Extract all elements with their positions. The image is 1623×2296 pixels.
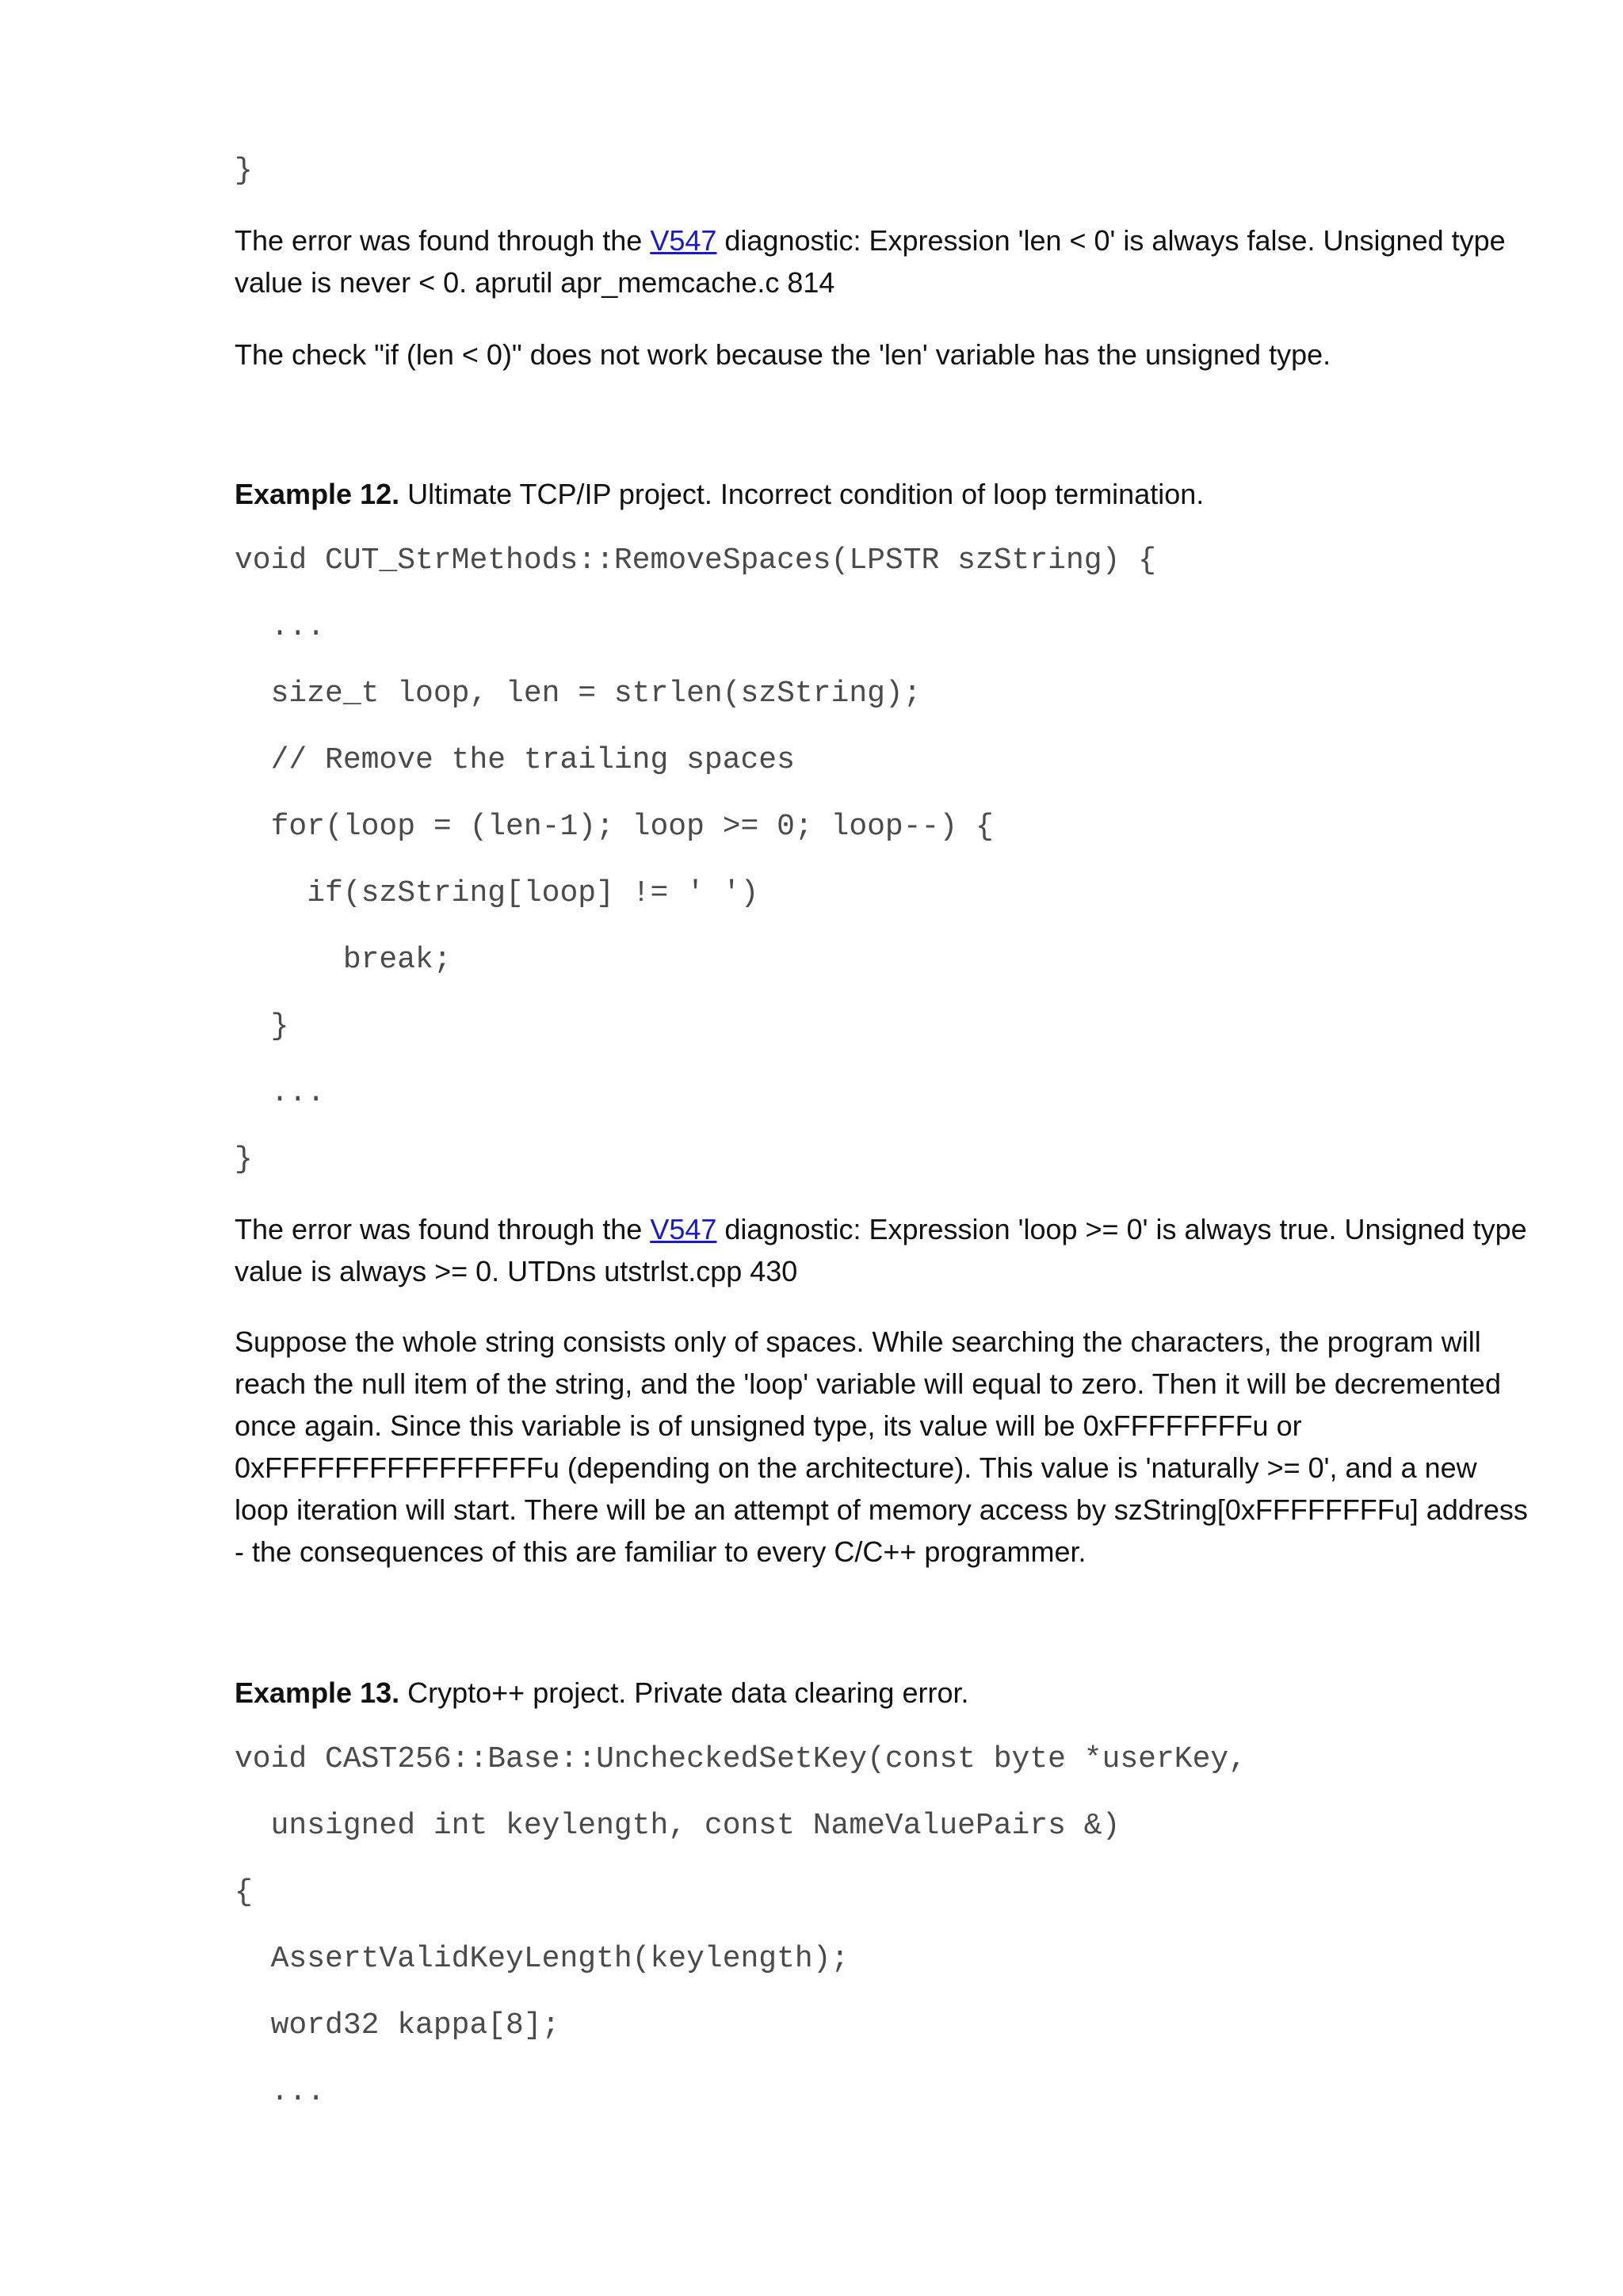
finding-text-pre: The error was found through the (235, 224, 651, 257)
code-line: AssertValidKeyLength(keylength); (235, 1942, 850, 1976)
example-13-label: Example 13. (235, 1676, 400, 1709)
code-line: void CUT_StrMethods::RemoveSpaces(LPSTR szString) { (235, 543, 1156, 578)
explanation-paragraph-loop: Suppose the whole string consists only of spaces. While searching the characters, the program will reach the null item of the string, and the 'loop' variable will equal to zero. Then it will be decremented once again. Since this variable is of unsigned type, its value will be 0xFFFFFFFFu or 0xFFFFFFFFFFFFFFFFu (depending on the architecture). This value is 'naturally >= 0', and a new loop iteration will start. There will be an attempt of memory access by szString[0xFFFFFFFFu] address - the consequences of this are familiar to every C/C++ programmer. (235, 1325, 1528, 1568)
code-line: ... (235, 2075, 326, 2109)
example-13-heading (235, 1672, 1534, 1714)
finding-text-post: diagnostic: Expression 'loop >= 0' is always true. Unsigned type value is always >= 0. UTDns utstrlst.cpp 430 (235, 1213, 1527, 1287)
code-line: if(szString[loop] != ' ') (235, 876, 759, 910)
code-closing-brace: } (235, 154, 253, 188)
finding-text-post: diagnostic: Expression 'len < 0' is always false. Unsigned type value is never < 0. aprutil apr_memcache.c 814 (235, 224, 1506, 299)
code-line: size_t loop, len = strlen(szString); (235, 677, 922, 711)
code-line: word32 kappa[8]; (235, 2008, 560, 2042)
explanation-paragraph-len: The check "if (len < 0)" does not work because the 'len' variable has the unsigned type. (235, 338, 1331, 371)
code-line: unsigned int keylength, const NameValuePairs &) (235, 1809, 1121, 1843)
finding-paragraph-v547-len (235, 219, 1534, 303)
code-line: // Remove the trailing spaces (235, 743, 795, 777)
v547-link[interactable]: V547 (650, 224, 717, 257)
code-line: { (235, 1875, 253, 1909)
v547-link[interactable]: V547 (650, 1213, 717, 1245)
code-line: } (235, 1009, 289, 1043)
example-13-title: Crypto++ project. Private data clearing error. (399, 1676, 969, 1709)
code-line: } (235, 1142, 253, 1177)
example-12-label: Example 12. (235, 478, 400, 510)
finding-paragraph-v547-loop (235, 1208, 1534, 1292)
example-12-title: Ultimate TCP/IP project. Incorrect condition of loop termination. (399, 478, 1205, 510)
code-line: for(loop = (len-1); loop >= 0; loop--) { (235, 810, 994, 844)
code-line: ... (235, 1076, 326, 1110)
example-12-heading (235, 473, 1534, 515)
finding-text-pre: The error was found through the (235, 1213, 651, 1245)
code-line: void CAST256::Base::UncheckedSetKey(const byte *userKey, (235, 1742, 1247, 1776)
code-line: ... (235, 610, 326, 644)
code-line: break; (235, 943, 452, 977)
